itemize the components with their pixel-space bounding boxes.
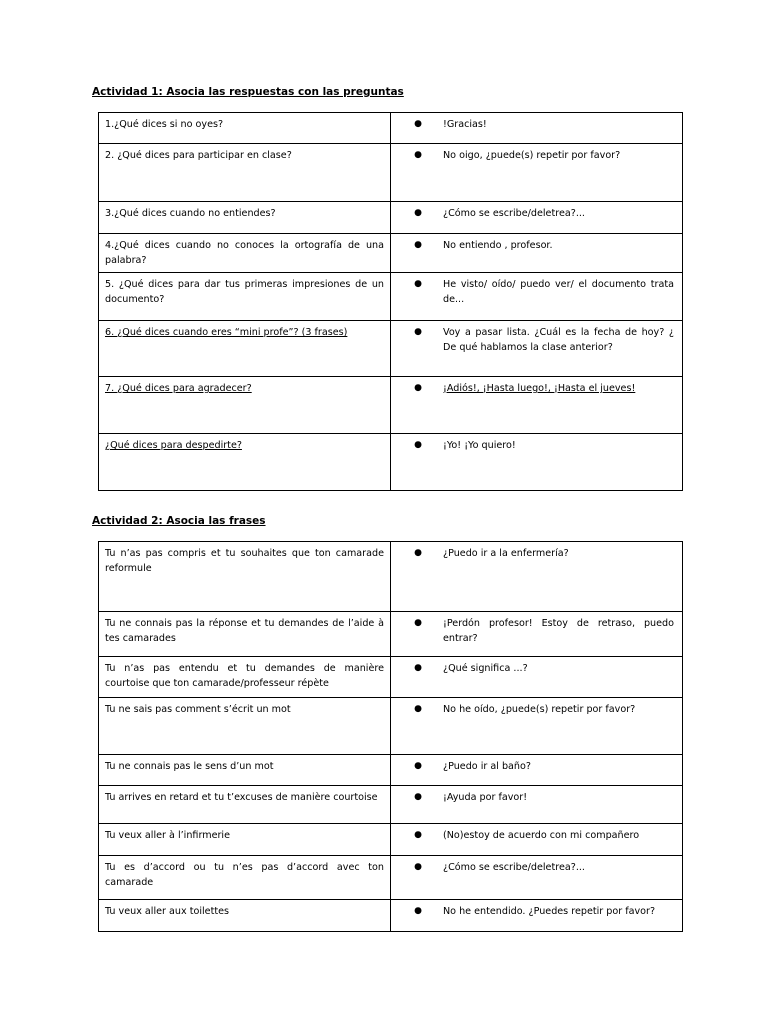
table-row [99, 755, 683, 786]
table-row [99, 824, 683, 856]
table-row [99, 273, 683, 321]
answer-text: ¿Cómo se escribe/deletrea?... [443, 208, 585, 219]
answer-cell [391, 698, 683, 755]
bullet-icon: ● [414, 327, 422, 337]
question-cell: 3.¿Qué dices cuando no entiendes? [99, 202, 391, 234]
answer-text: ¡Ayuda por favor! [443, 792, 528, 803]
answer-cell [391, 377, 683, 434]
answer-cell [391, 856, 683, 900]
question-cell: 4.¿Qué dices cuando no conoces la ortografía de una palabra? [99, 234, 391, 273]
answer-cell [391, 755, 683, 786]
bullet-icon: ● [414, 792, 422, 802]
table-row [99, 542, 683, 612]
activity-2-title: Actividad 2: Asocia las frases [92, 515, 266, 527]
table-row [99, 234, 683, 273]
question-cell: 7. ¿Qué dices para agradecer? [99, 377, 391, 434]
table-row [99, 202, 683, 234]
answer-cell [391, 321, 683, 377]
answer-cell [391, 434, 683, 491]
answer-text: !Gracias! [443, 119, 487, 130]
answer-cell [391, 202, 683, 234]
table-row [99, 856, 683, 900]
answer-text: ¿Puedo ir al baño? [443, 761, 531, 772]
question-cell: 1.¿Qué dices si no oyes? [99, 113, 391, 144]
question-cell: Tu arrives en retard et tu t’excuses de manière courtoise [99, 786, 391, 824]
question-cell: 5. ¿Qué dices para dar tus primeras impresiones de un documento? [99, 273, 391, 321]
answer-cell [391, 657, 683, 698]
table-row [99, 144, 683, 202]
answer-cell [391, 273, 683, 321]
table-row [99, 434, 683, 491]
bullet-icon: ● [414, 383, 422, 393]
bullet-icon: ● [414, 279, 422, 289]
table-row [99, 377, 683, 434]
bullet-icon: ● [414, 704, 422, 714]
bullet-icon: ● [414, 208, 422, 218]
activity-2-table [98, 541, 683, 932]
answer-cell [391, 612, 683, 657]
bullet-icon: ● [414, 663, 422, 673]
bullet-icon: ● [414, 906, 422, 916]
table-row [99, 900, 683, 932]
bullet-icon: ● [414, 618, 422, 628]
bullet-icon: ● [414, 119, 422, 129]
answer-cell [391, 542, 683, 612]
answer-text: No entiendo , profesor. [443, 240, 553, 251]
answer-text: No he oído, ¿puede(s) repetir por favor? [443, 704, 636, 715]
bullet-icon: ● [414, 548, 422, 558]
answer-text: Voy a pasar lista. ¿Cuál es la fecha de hoy? ¿ De qué hablamos la clase anterior? [443, 327, 674, 353]
answer-cell [391, 234, 683, 273]
question-cell: 2. ¿Qué dices para participar en clase? [99, 144, 391, 202]
answer-text: ¿Qué significa ...? [443, 663, 528, 674]
answer-text: No he entendido. ¿Puedes repetir por favor? [443, 906, 656, 917]
question-cell: Tu ne sais pas comment s’écrit un mot [99, 698, 391, 755]
table-row [99, 113, 683, 144]
table-row [99, 698, 683, 755]
table-row [99, 786, 683, 824]
activity-1-title: Actividad 1: Asocia las respuestas con las preguntas [92, 86, 404, 98]
question-cell: Tu ne connais pas le sens d’un mot [99, 755, 391, 786]
answer-cell [391, 900, 683, 932]
answer-cell [391, 144, 683, 202]
bullet-icon: ● [414, 150, 422, 160]
answer-text: (No)estoy de acuerdo con mi compañero [443, 830, 640, 841]
answer-text: ¡Yo! ¡Yo quiero! [443, 440, 516, 451]
answer-text: ¡Perdón profesor! Estoy de retraso, puedo entrar? [443, 618, 674, 644]
answer-text: ¡Adiós!, ¡Hasta luego!, ¡Hasta el jueves! [443, 383, 636, 394]
question-cell: Tu es d’accord ou tu n’es pas d’accord avec ton camarade [99, 856, 391, 900]
answer-text: He visto/ oído/ puedo ver/ el documento trata de... [443, 279, 674, 305]
activity-1-table [98, 112, 683, 491]
answer-text: ¿Cómo se escribe/deletrea?... [443, 862, 585, 873]
table-row [99, 321, 683, 377]
question-cell: Tu n’as pas entendu et tu demandes de manière courtoise que ton camarade/professeur répète [99, 657, 391, 698]
question-cell: Tu n’as pas compris et tu souhaites que ton camarade reformule [99, 542, 391, 612]
table-row [99, 612, 683, 657]
answer-text: ¿Puedo ir a la enfermería? [443, 548, 569, 559]
table-row [99, 657, 683, 698]
answer-text: No oigo, ¿puede(s) repetir por favor? [443, 150, 621, 161]
bullet-icon: ● [414, 862, 422, 872]
answer-cell [391, 113, 683, 144]
bullet-icon: ● [414, 240, 422, 250]
bullet-icon: ● [414, 761, 422, 771]
answer-cell [391, 786, 683, 824]
question-cell: Tu ne connais pas la réponse et tu demandes de l’aide à tes camarades [99, 612, 391, 657]
question-cell: Tu veux aller aux toilettes [99, 900, 391, 932]
question-cell: 6. ¿Qué dices cuando eres “mini profe”? (3 frases) [99, 321, 391, 377]
bullet-icon: ● [414, 440, 422, 450]
answer-cell [391, 824, 683, 856]
bullet-icon: ● [414, 830, 422, 840]
question-cell: ¿Qué dices para despedirte? [99, 434, 391, 491]
question-cell: Tu veux aller à l’infirmerie [99, 824, 391, 856]
